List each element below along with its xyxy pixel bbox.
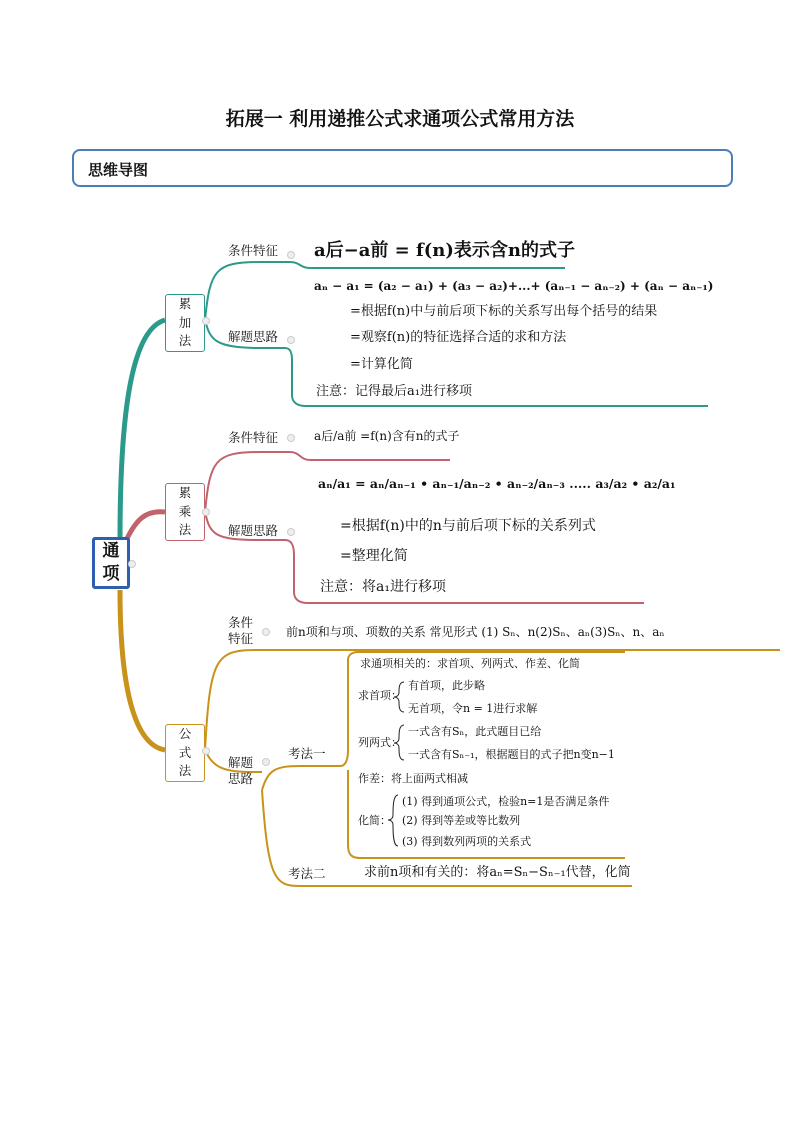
b1-line2: =根据f(n)中与前后项下标的关系写出每个括号的结果 xyxy=(350,304,658,319)
b2-think-label: 解题思路 xyxy=(228,523,279,538)
dot xyxy=(202,747,210,755)
kf2-label: 考法二 xyxy=(288,866,326,881)
kf1-diff: 作差：将上面两式相减 xyxy=(358,772,468,785)
node-lei-cheng: 累 乘 法 xyxy=(165,483,205,541)
kf1-two-a: 一式含有Sₙ，此式题目已给 xyxy=(408,725,542,738)
b2-cond-text: a后/a前 =f(n)含有n的式子 xyxy=(314,429,460,443)
b1-cond-label: 条件特征 xyxy=(228,243,279,258)
node-lei-jia: 累 加 法 xyxy=(165,294,205,352)
kf1-label: 考法一 xyxy=(288,746,326,761)
section-label: 思维导图 xyxy=(88,161,149,179)
kf1-first: 求首项： xyxy=(358,689,402,702)
kf1-line1: 求通项相关的：求首项、列两式、作差、化简 xyxy=(360,657,580,670)
dot xyxy=(128,560,136,568)
b2-note: 注意：将a₁进行移项 xyxy=(320,579,446,595)
node-gong-shi: 公 式 法 xyxy=(165,724,205,782)
dot xyxy=(287,434,295,442)
b1-cond-text: a后−a前 = f(n)表示含n的式子 xyxy=(314,240,575,261)
kf1-two: 列两式： xyxy=(358,736,402,749)
b2-line2: =根据f(n)中的n与前后项下标的关系列式 xyxy=(340,518,596,534)
b3-think-label: 解题 思路 xyxy=(228,755,254,787)
b1-line4: =计算化简 xyxy=(350,357,413,372)
dot xyxy=(202,508,210,516)
kf1-two-b: 一式含有Sₙ₋₁，根据题目的式子把n变n−1 xyxy=(408,748,615,761)
b2-line3: =整理化简 xyxy=(340,548,408,564)
trunk-rose xyxy=(124,512,165,545)
b2-line1: aₙ/a₁ = aₙ/aₙ₋₁ • aₙ₋₁/aₙ₋₂ • aₙ₋₂/aₙ₋₃ ..... a₃/a₂ • a₂/a₁ xyxy=(318,476,676,491)
b3-cond-label: 条件 特征 xyxy=(228,615,254,647)
kf1-simp-b: (2) 得到等差或等比数列 xyxy=(402,814,521,827)
kf1-simp: 化简： xyxy=(358,814,391,827)
kf2-text: 求前n项和有关的：将aₙ=Sₙ−Sₙ₋₁代替，化简 xyxy=(364,865,631,880)
kf1-simp-c: (3) 得到数列两项的关系式 xyxy=(402,835,532,848)
dot xyxy=(287,336,295,344)
b2-cond-label: 条件特征 xyxy=(228,430,279,445)
root-node: 通 项 xyxy=(92,537,130,589)
b1-note: 注意：记得最后a₁进行移项 xyxy=(316,384,472,399)
b1-line1: aₙ − a₁ = (a₂ − a₁) + (a₃ − a₂)+...+ (aₙ₋₁ − aₙ₋₂) + (aₙ − aₙ₋₁) xyxy=(314,279,714,293)
page-title: 拓展一 利用递推公式求通项公式常用方法 xyxy=(225,108,575,130)
dot xyxy=(287,251,295,259)
trunk-teal xyxy=(120,320,165,540)
dot xyxy=(202,317,210,325)
dot xyxy=(262,758,270,766)
kf1-first-b: 无首项，令n = 1进行求解 xyxy=(408,702,538,715)
b1-line3: =观察f(n)的特征选择合适的求和方法 xyxy=(350,330,567,345)
dot xyxy=(262,628,270,636)
b1-think-label: 解题思路 xyxy=(228,329,279,344)
dot xyxy=(287,528,295,536)
kf1-first-a: 有首项，此步略 xyxy=(408,679,485,692)
b3-cond-text: 前n项和与项、项数的关系 常见形式 (1) Sₙ、n(2)Sₙ、aₙ(3)Sₙ、n、aₙ xyxy=(286,625,665,639)
trunk-gold xyxy=(120,590,165,750)
kf1-simp-a: (1) 得到通项公式，检验n=1是否满足条件 xyxy=(402,795,610,808)
